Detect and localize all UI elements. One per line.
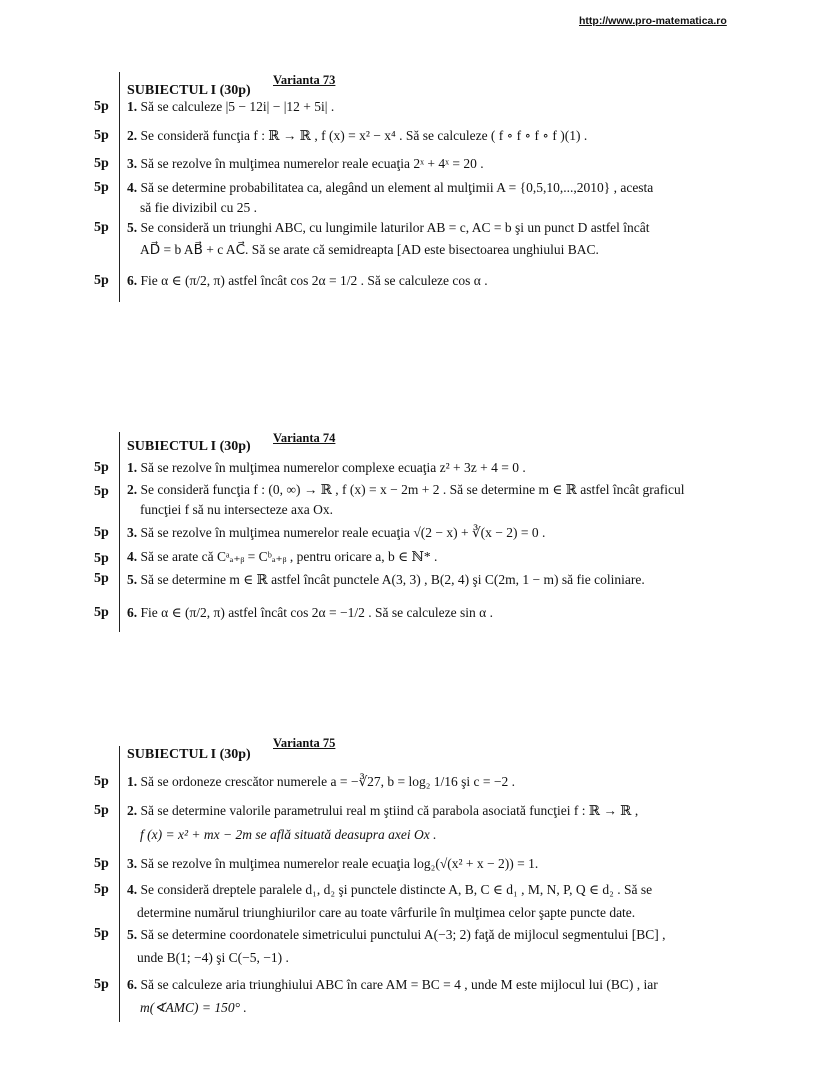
problem-1 xyxy=(127,460,526,476)
problem-text: Se consideră dreptele paralele d₁, d₂ şi punctele distincte A, B, C ∈ d₁ , M, N, P, Q ∈ d₂ . Să se xyxy=(140,882,653,897)
subject-heading: SUBIECTUL I (30p) xyxy=(127,439,251,454)
points-label: 5p xyxy=(94,926,109,941)
problem-text: Să se rezolve în mulţimea numerelor reale ecuaţia √(2 − x) + ∛(x − 2) = 0 . xyxy=(140,525,546,540)
problem-number: 2. xyxy=(127,482,138,497)
problem-2-cont: funcţiei f să nu intersecteze axa Ox. xyxy=(140,502,334,517)
problem-number: 4. xyxy=(127,882,138,897)
points-label: 5p xyxy=(94,856,109,871)
problem-number: 4. xyxy=(127,549,138,564)
problem-6 xyxy=(127,977,658,993)
problem-text: Se consideră funcţia f : (0, ∞) → ℝ , f (x) = x − 2m + 2 . Să se determine m ∈ ℝ astfel încât graficul xyxy=(140,482,685,497)
problem-text: Să se rezolve în mulţimea numerelor reale ecuaţia log₂(√(x² + x − 2)) = 1. xyxy=(140,856,539,871)
problem-number: 1. xyxy=(127,460,138,475)
problem-4-cont: determine numărul triunghiurilor care au toate vârfurile în mulţimea celor şapte puncte date. xyxy=(137,905,636,920)
problem-number: 5. xyxy=(127,572,138,587)
problem-number: 2. xyxy=(127,128,138,143)
problem-text: Să se rezolve în mulţimea numerelor complexe ecuaţia z² + 3z + 4 = 0 . xyxy=(140,460,526,475)
problem-number: 5. xyxy=(127,220,138,235)
points-label: 5p xyxy=(94,128,109,143)
margin-rule xyxy=(119,432,120,632)
problem-5 xyxy=(127,220,650,236)
problem-text: Să se calculeze aria triunghiului ABC în care AM = BC = 4 , unde M este mijlocul lui (BC) , iar xyxy=(140,977,658,992)
problem-4-cont: să fie divizibil cu 25 . xyxy=(140,200,257,215)
problem-4 xyxy=(127,882,652,898)
problem-4 xyxy=(127,180,653,196)
points-label: 5p xyxy=(94,180,109,195)
problem-6-cont: m(∢AMC) = 150° . xyxy=(140,1000,247,1015)
problem-3 xyxy=(127,156,484,172)
points-label: 5p xyxy=(94,460,109,475)
problem-number: 4. xyxy=(127,180,138,195)
points-label: 5p xyxy=(94,774,109,789)
problem-6 xyxy=(127,273,488,289)
problem-5-cont: unde B(1; −4) şi C(−5, −1) . xyxy=(137,950,289,965)
website-link[interactable]: http://www.pro-matematica.ro xyxy=(579,15,727,27)
problem-number: 2. xyxy=(127,803,138,818)
problem-text: Să se arate că Cᵃₐ₊ᵦ = Cᵇₐ₊ᵦ , pentru oricare a, b ∈ ℕ* . xyxy=(140,549,438,564)
subject-heading: SUBIECTUL I (30p) xyxy=(127,83,251,98)
problem-5-cont: AD⃗ = b AB⃗ + c AC⃗. Să se arate că semidreapta [AD este bisectoarea unghiului BAC. xyxy=(140,242,599,257)
problem-text: Se consideră funcţia f : ℝ → ℝ , f (x) = x² − x⁴ . Să se calculeze ( f ∘ f ∘ f ∘ f )(1) . xyxy=(140,128,588,143)
problem-text: Să se calculeze |5 − 12i| − |12 + 5i| . xyxy=(140,99,335,114)
problem-5 xyxy=(127,572,645,588)
problem-6 xyxy=(127,605,493,621)
variant-title: Varianta 73 xyxy=(273,73,336,87)
problem-number: 5. xyxy=(127,927,138,942)
problem-text: Fie α ∈ (π/2, π) astfel încât cos 2α = −1/2 . Să se calculeze sin α . xyxy=(140,605,493,620)
margin-rule xyxy=(119,72,120,302)
variant-title: Varianta 75 xyxy=(273,736,336,750)
problem-number: 1. xyxy=(127,774,138,789)
points-label: 5p xyxy=(94,273,109,288)
problem-text: Să se determine probabilitatea ca, alegând un element al mulţimii A = {0,5,10,...,2010} , acesta xyxy=(140,180,654,195)
points-label: 5p xyxy=(94,156,109,171)
points-label: 5p xyxy=(94,220,109,235)
problem-text: Fie α ∈ (π/2, π) astfel încât cos 2α = 1/2 . Să se calculeze cos α . xyxy=(140,273,488,288)
problem-4 xyxy=(127,549,437,565)
problem-5 xyxy=(127,927,665,943)
problem-2 xyxy=(127,128,587,144)
points-label: 5p xyxy=(94,977,109,992)
points-label: 5p xyxy=(94,551,109,566)
margin-rule xyxy=(119,746,120,1022)
subject-heading: SUBIECTUL I (30p) xyxy=(127,747,251,762)
problem-number: 1. xyxy=(127,99,138,114)
problem-number: 6. xyxy=(127,273,138,288)
problem-3 xyxy=(127,525,545,541)
problem-text: Să se rezolve în mulţimea numerelor reale ecuaţia 2ˣ + 4ˣ = 20 . xyxy=(140,156,484,171)
variant-title: Varianta 74 xyxy=(273,431,336,445)
problem-text: Să se ordoneze crescător numerele a = −∛27, b = log₂ 1/16 şi c = −2 . xyxy=(140,774,516,789)
problem-number: 3. xyxy=(127,525,138,540)
points-label: 5p xyxy=(94,571,109,586)
problem-2 xyxy=(127,803,638,819)
problem-number: 6. xyxy=(127,977,138,992)
problem-number: 6. xyxy=(127,605,138,620)
points-label: 5p xyxy=(94,99,109,114)
problem-text: Să se determine valorile parametrului real m ştiind că parabola asociată funcţiei f : ℝ → ℝ , xyxy=(140,803,639,818)
problem-number: 3. xyxy=(127,156,138,171)
problem-text: Să se determine m ∈ ℝ astfel încât punctele A(3, 3) , B(2, 4) şi C(2m, 1 − m) să fie coliniare. xyxy=(140,572,645,587)
points-label: 5p xyxy=(94,525,109,540)
problem-2-cont: f (x) = x² + mx − 2m se află situată deasupra axei Ox . xyxy=(140,827,437,842)
points-label: 5p xyxy=(94,882,109,897)
problem-text: Se consideră un triunghi ABC, cu lungimile laturilor AB = c, AC = b şi un punct D astfel încât xyxy=(140,220,650,235)
problem-number: 3. xyxy=(127,856,138,871)
problem-3 xyxy=(127,856,538,872)
problem-1 xyxy=(127,99,334,115)
points-label: 5p xyxy=(94,605,109,620)
problem-text: Să se determine coordonatele simetricului punctului A(−3; 2) faţă de mijlocul segmentului [BC] , xyxy=(140,927,666,942)
points-label: 5p xyxy=(94,803,109,818)
points-label: 5p xyxy=(94,484,109,499)
problem-2 xyxy=(127,482,685,498)
problem-1 xyxy=(127,774,515,790)
